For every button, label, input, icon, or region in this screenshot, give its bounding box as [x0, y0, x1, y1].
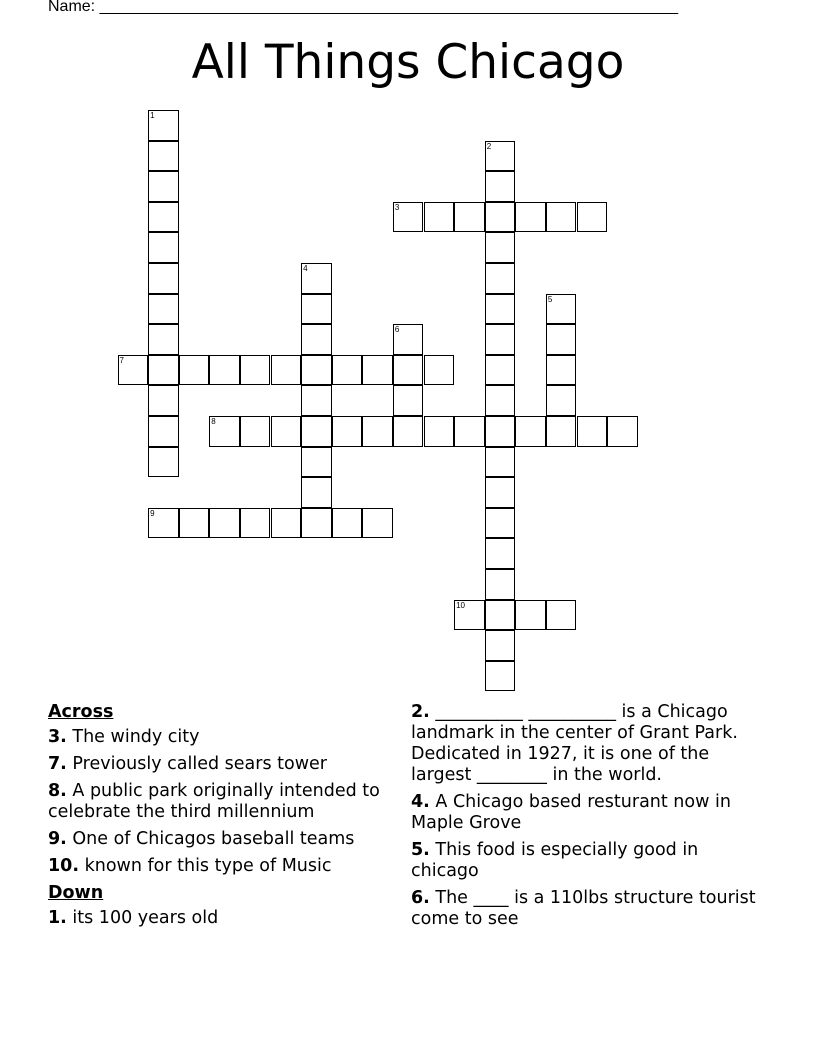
clue-text: its 100 years old — [72, 908, 219, 928]
page-title: All Things Chicago — [191, 35, 625, 90]
clue-number: 4. — [411, 792, 430, 812]
crossword-cell[interactable] — [393, 385, 424, 416]
clues-right-column — [411, 702, 771, 936]
clue-number: 10. — [48, 856, 80, 876]
clue-text: known for this type of Music — [84, 856, 332, 876]
crossword-cell[interactable] — [148, 171, 179, 202]
crossword-cell[interactable] — [515, 202, 546, 233]
crossword-cell[interactable] — [515, 416, 546, 447]
crossword-cell[interactable] — [118, 355, 149, 386]
crossword-cell[interactable] — [148, 141, 179, 172]
crossword-cell[interactable] — [362, 416, 393, 447]
crossword-cell[interactable] — [362, 355, 393, 386]
clue-number: 3. — [48, 727, 67, 747]
crossword-cell[interactable] — [546, 294, 577, 325]
clue-text: The windy city — [72, 727, 200, 747]
crossword-cell[interactable] — [454, 416, 485, 447]
clue-text: This food is especially good in chicago — [411, 840, 699, 881]
crossword-cell[interactable] — [332, 508, 363, 539]
crossword-cell[interactable] — [179, 355, 210, 386]
down-heading: Down — [48, 883, 104, 903]
crossword-cell[interactable] — [485, 569, 516, 600]
cell-number: 3 — [394, 202, 400, 212]
cell-number: 2 — [486, 141, 492, 151]
crossword-cell[interactable] — [424, 355, 455, 386]
crossword-cell[interactable] — [301, 477, 332, 508]
crossword-cell[interactable] — [485, 538, 516, 569]
clues-left-column — [48, 702, 388, 935]
crossword-cell[interactable] — [546, 385, 577, 416]
crossword-cell[interactable] — [301, 416, 332, 447]
clue-number: 2. — [411, 702, 430, 722]
crossword-cell[interactable] — [485, 355, 516, 386]
crossword-cell[interactable] — [148, 202, 179, 233]
cell-number: 8 — [211, 417, 216, 426]
crossword-cell[interactable] — [332, 416, 363, 447]
crossword-cell[interactable] — [546, 600, 577, 631]
crossword-cell[interactable] — [332, 355, 363, 386]
crossword-cell[interactable] — [148, 110, 179, 141]
crossword-cell[interactable] — [393, 355, 424, 386]
crossword-cell[interactable] — [485, 294, 516, 325]
crossword-cell[interactable] — [485, 141, 516, 172]
clue-text: Previously called sears tower — [72, 754, 327, 774]
crossword-cell[interactable] — [546, 355, 577, 386]
crossword-cell[interactable] — [577, 202, 608, 233]
crossword-cell[interactable] — [148, 232, 179, 263]
crossword-cell[interactable] — [485, 661, 516, 692]
clue-number: 6. — [411, 888, 430, 908]
crossword-cell[interactable] — [148, 385, 179, 416]
crossword-cell[interactable] — [485, 324, 516, 355]
down-clue — [48, 908, 388, 929]
clue-number: 1. — [48, 908, 67, 928]
crossword-cell[interactable] — [271, 355, 302, 386]
cell-number: 7 — [119, 355, 124, 365]
crossword-cell[interactable] — [577, 416, 608, 447]
crossword-cell[interactable] — [607, 416, 638, 447]
across-clue — [48, 727, 388, 748]
crossword-cell[interactable] — [454, 600, 485, 631]
clue-text: A public park originally intended to celebrate the third millennium — [48, 781, 380, 822]
crossword-cell[interactable] — [424, 416, 455, 447]
crossword-cell[interactable] — [148, 447, 179, 478]
crossword-cell[interactable] — [485, 630, 516, 661]
crossword-cell[interactable] — [209, 355, 240, 386]
crossword-cell[interactable] — [485, 202, 516, 233]
across-heading: Across — [48, 702, 114, 722]
crossword-cell[interactable] — [209, 416, 240, 447]
crossword-cell[interactable] — [546, 416, 577, 447]
crossword-cell[interactable] — [179, 508, 210, 539]
crossword-cell[interactable] — [148, 416, 179, 447]
crossword-cell[interactable] — [301, 324, 332, 355]
crossword-cell[interactable] — [209, 508, 240, 539]
clue-text: The ____ is a 110lbs structure tourist come to see — [411, 888, 756, 929]
crossword-cell[interactable] — [301, 294, 332, 325]
crossword-cell[interactable] — [301, 355, 332, 386]
crossword-cell[interactable] — [362, 508, 393, 539]
clue-text: __________ __________ is a Chicago landmark in the center of Grant Park. Dedicated in 1927, it is one of the largest ________ in the world. — [411, 702, 738, 785]
down-clue — [411, 702, 771, 786]
down-clue — [411, 888, 771, 930]
crossword-cell[interactable] — [271, 416, 302, 447]
crossword-cell[interactable] — [546, 202, 577, 233]
crossword-cell[interactable] — [148, 263, 179, 294]
across-clue — [48, 856, 388, 877]
crossword-cell[interactable] — [485, 477, 516, 508]
crossword-cell[interactable] — [148, 355, 179, 386]
crossword-cell[interactable] — [393, 324, 424, 355]
clue-number: 7. — [48, 754, 67, 774]
crossword-cell[interactable] — [301, 447, 332, 478]
crossword-cell[interactable] — [454, 202, 485, 233]
clue-number: 8. — [48, 781, 67, 801]
crossword-cell[interactable] — [546, 324, 577, 355]
cell-number: 10 — [456, 600, 465, 610]
name-field-label: Name: _________________________________________________________________ — [48, 0, 678, 15]
across-clue — [48, 829, 388, 850]
crossword-cell[interactable] — [485, 508, 516, 539]
cell-number: 6 — [394, 325, 400, 335]
crossword-cell[interactable] — [515, 600, 546, 631]
crossword-cell[interactable] — [393, 416, 424, 447]
clue-number: 9. — [48, 829, 67, 849]
crossword-cell[interactable] — [424, 202, 455, 233]
crossword-cell[interactable] — [485, 232, 516, 263]
clue-text: One of Chicagos baseball teams — [72, 829, 355, 849]
crossword-cell[interactable] — [301, 385, 332, 416]
cell-number: 1 — [150, 111, 155, 120]
cell-number: 9 — [150, 508, 155, 518]
crossword-cell[interactable] — [301, 508, 332, 539]
across-clue — [48, 754, 388, 775]
crossword-cell[interactable] — [301, 263, 332, 294]
crossword-cell[interactable] — [485, 263, 516, 294]
down-clue — [411, 792, 771, 834]
crossword-cell[interactable] — [240, 416, 271, 447]
cell-number: 4 — [303, 264, 308, 273]
clue-number: 5. — [411, 840, 430, 860]
crossword-cell[interactable] — [240, 508, 271, 539]
crossword-cell[interactable] — [148, 508, 179, 539]
crossword-cell[interactable] — [485, 385, 516, 416]
crossword-cell[interactable] — [148, 324, 179, 355]
crossword-cell[interactable] — [148, 294, 179, 325]
crossword-cell[interactable] — [485, 171, 516, 202]
crossword-cell[interactable] — [485, 416, 516, 447]
across-clue — [48, 781, 388, 823]
crossword-cell[interactable] — [485, 447, 516, 478]
crossword-cell[interactable] — [240, 355, 271, 386]
down-clue — [411, 840, 771, 882]
crossword-cell[interactable] — [271, 508, 302, 539]
cell-number: 5 — [547, 294, 553, 304]
crossword-cell[interactable] — [485, 600, 516, 631]
clue-text: A Chicago based resturant now in Maple Grove — [411, 792, 731, 833]
crossword-cell[interactable] — [393, 202, 424, 233]
